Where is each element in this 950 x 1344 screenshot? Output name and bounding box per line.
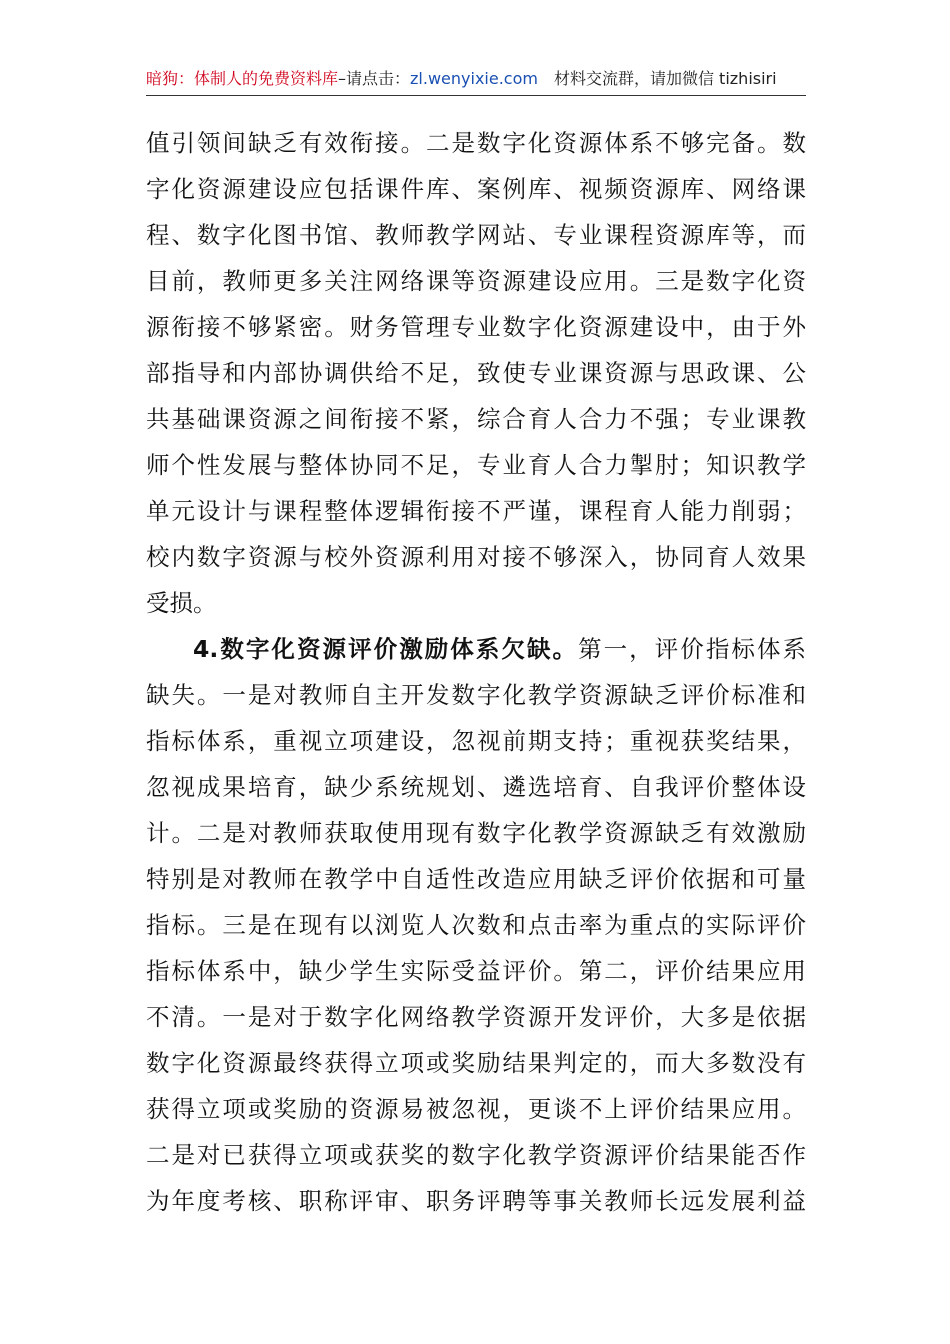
body-line: 字化资源建设应包括课件库、案例库、视频资源库、网络课 bbox=[146, 175, 806, 203]
section-heading: 4.数字化资源评价激励体系欠缺。 bbox=[193, 635, 579, 663]
header-wechat-group: 材料交流群，请加微信 tizhisiri bbox=[553, 69, 777, 88]
section-line: 数字化资源最终获得立项或奖励结果判定的，而大多数没有 bbox=[146, 1049, 806, 1077]
section-line: 不清。一是对于数字化网络教学资源开发评价，大多是依据 bbox=[146, 1003, 806, 1031]
section-line: 获得立项或奖励的资源易被忽视，更谈不上评价结果应用。 bbox=[146, 1095, 806, 1123]
header-url-link[interactable]: zl.wenyixie.com bbox=[410, 69, 538, 88]
body-line: 单元设计与课程整体逻辑衔接不严谨，课程育人能力削弱； bbox=[146, 497, 806, 525]
body-line: 目前，教师更多关注网络课等资源建设应用。三是数字化资 bbox=[146, 267, 806, 295]
body-line: 值引领间缺乏有效衔接。二是数字化资源体系不够完备。数 bbox=[146, 129, 806, 157]
section-line: 计。二是对教师获取使用现有数字化教学资源缺乏有效激励 bbox=[146, 819, 806, 847]
page-header bbox=[146, 66, 806, 96]
body-line: 校内数字资源与校外资源利用对接不够深入，协同育人效果 bbox=[146, 543, 806, 571]
section-line: 特别是对教师在教学中自适性改造应用缺乏评价依据和可量 bbox=[146, 865, 806, 893]
header-site-name: 暗狗：体制人的免费资料库 bbox=[146, 69, 339, 88]
body-line: 程、数字化图书馆、教师教学网站、专业课程资源库等，而 bbox=[146, 221, 806, 249]
section-first-line bbox=[146, 626, 806, 672]
section-line: 指标体系中，缺少学生实际受益评价。第二，评价结果应用 bbox=[146, 957, 806, 985]
section-heading-rest: 第一，评价指标体系 bbox=[578, 635, 806, 663]
body-line: 部指导和内部协调供给不足，致使专业课资源与思政课、公 bbox=[146, 359, 806, 387]
body-line: 师个性发展与整体协同不足，专业育人合力掣肘；知识教学 bbox=[146, 451, 806, 479]
body-line: 源衔接不够紧密。财务管理专业数字化资源建设中，由于外 bbox=[146, 313, 806, 341]
section-line: 指标。三是在现有以浏览人次数和点击率为重点的实际评价 bbox=[146, 911, 806, 939]
body-line: 共基础课资源之间衔接不紧，综合育人合力不强；专业课教 bbox=[146, 405, 806, 433]
header-divider bbox=[146, 95, 806, 96]
section-line: 忽视成果培育，缺少系统规划、遴选培育、自我评价整体设 bbox=[146, 773, 806, 801]
header-click-prompt: –请点击： bbox=[338, 69, 411, 88]
section-line: 二是对已获得立项或获奖的数字化教学资源评价结果能否作 bbox=[146, 1141, 806, 1169]
section-line: 为年度考核、职称评审、职务评聘等事关教师长远发展利益 bbox=[146, 1187, 806, 1215]
body-line: 受损。 bbox=[146, 589, 217, 617]
document-body bbox=[146, 120, 806, 1224]
section-line: 缺失。一是对教师自主开发数字化教学资源缺乏评价标准和 bbox=[146, 681, 806, 709]
section-line: 指标体系，重视立项建设，忽视前期支持；重视获奖结果， bbox=[146, 727, 806, 755]
